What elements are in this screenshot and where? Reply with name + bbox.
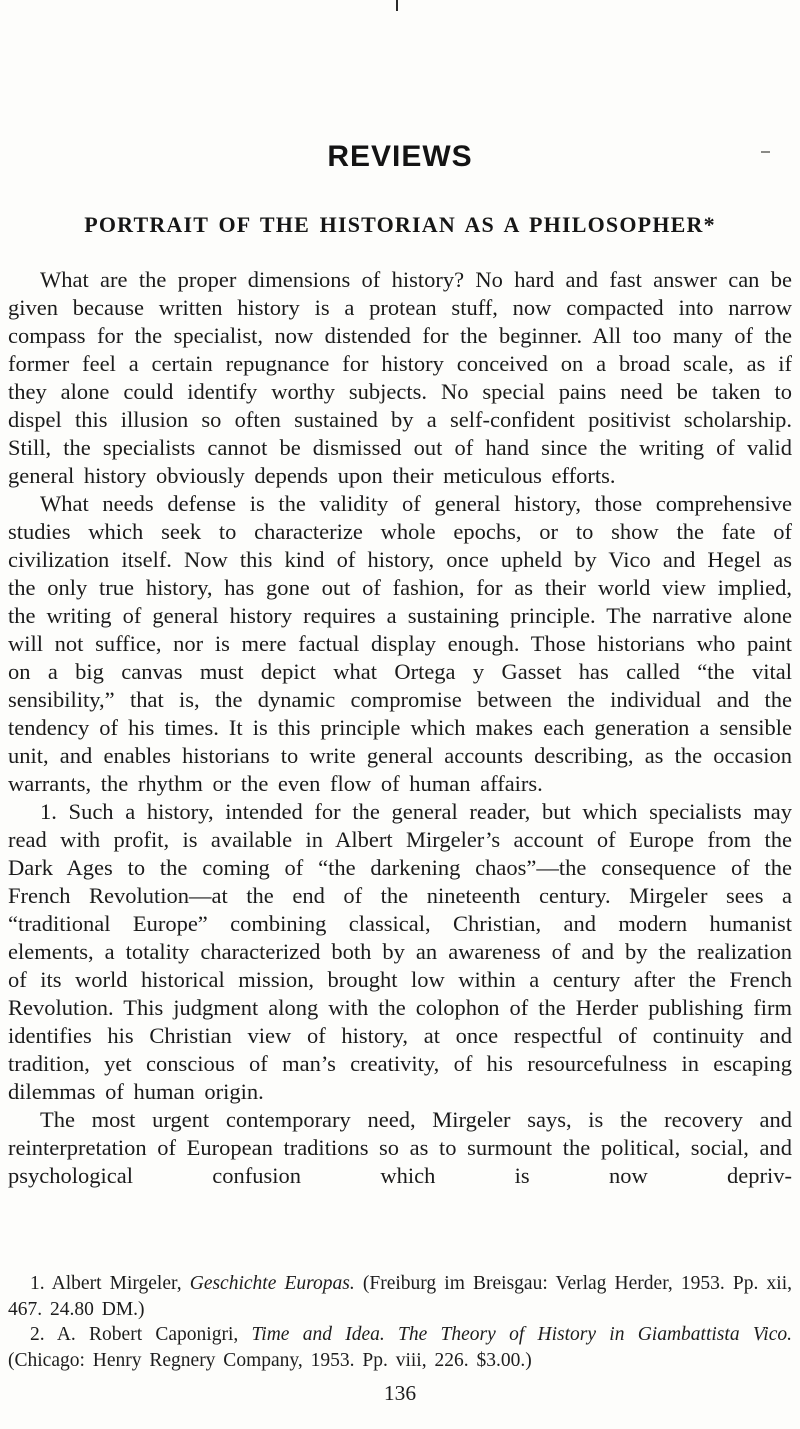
page-number: 136 <box>383 1381 417 1405</box>
paragraph: What needs defense is the validity of general history, those comprehensive studies which seek to characterize whole epochs, or to show the fate of civilization itself. Now this kind of history, once upheld by Vico and Hegel as the only true history, has gone out of fashion, for as their world view implied, the writing of general history requires a sustaining principle. The narrative alone will not suffice, nor is mere factual display enough. Those historians who paint on a big canvas must depict what Ortega y Gasset has called “the vital sensibility,” that is, the dynamic compromise between the individual and the tendency of his times. It is this principle which makes each generation a sensible unit, and enables historians to write general accounts describing, as the occasion warrants, the rhythm or the even flow of human affairs. <box>8 491 792 796</box>
paragraph: The most urgent contemporary need, Mirgeler says, is the recovery and reinterpretation of European traditions so as to surmount the political, social, and psychological confusion which is now depriv- <box>8 1107 792 1188</box>
registration-mark <box>396 0 398 11</box>
article-body <box>8 266 792 1190</box>
footnote-text: (Chicago: Henry Regnery Company, 1953. Pp. viii, 226. $3.00.) <box>8 1349 532 1371</box>
footnote-book-title: Geschichte Europas. <box>189 1273 355 1294</box>
paragraph: 1. Such a history, intended for the general reader, but which specialists may read with profit, is available in Albert Mirgeler’s account of Europe from the Dark Ages to the coming of “the darkening chaos”—the consequence of the French Revolution—at the end of the nineteenth century. Mirgeler sees a “traditional Europe” combining classical, Christian, and modern humanist elements, a totality characterized both by an awareness of and by the realization of its world historical mission, brought low within a century after the French Revolution. This judgment along with the colophon of the Herder publishing firm identifies his Christian view of history, at once respectful of continuity and tradition, yet conscious of man’s creativity, of his resourcefulness in escaping dilemmas of human origin. <box>8 799 792 1104</box>
article-title: PORTRAIT OF THE HISTORIAN AS A PHILOSOPHER* <box>84 212 716 237</box>
footnote <box>8 1322 792 1373</box>
footnotes-section <box>8 1271 792 1373</box>
footnote-text: 1. Albert Mirgeler, <box>30 1273 190 1294</box>
paragraph: What are the proper dimensions of history? No hard and fast answer can be given because written history is a protean stuff, now compacted into narrow compass for the specialist, now distended for the beginner. All too many of the former feel a certain repugnance for history conceived on a broad scale, as if they alone could identify worthy subjects. No special pains need be taken to dispel this illusion so often sustained by a self-confident positivist scholarship. Still, the specialists cannot be dismissed out of hand since the writing of valid general history obviously depends upon their meticulous efforts. <box>8 267 792 488</box>
footnote-book-title: Time and Idea. The Theory of History in Giambattista Vico. <box>251 1324 792 1345</box>
footnote-text: 2. A. Robert Caponigri, <box>30 1324 252 1345</box>
footnote <box>8 1271 792 1322</box>
section-header: REVIEWS <box>327 140 473 173</box>
footnote-text: (Freiburg im Breisgau: Verlag Herder, 1953. Pp. xii, 467. 24.80 DM.) <box>8 1273 792 1320</box>
